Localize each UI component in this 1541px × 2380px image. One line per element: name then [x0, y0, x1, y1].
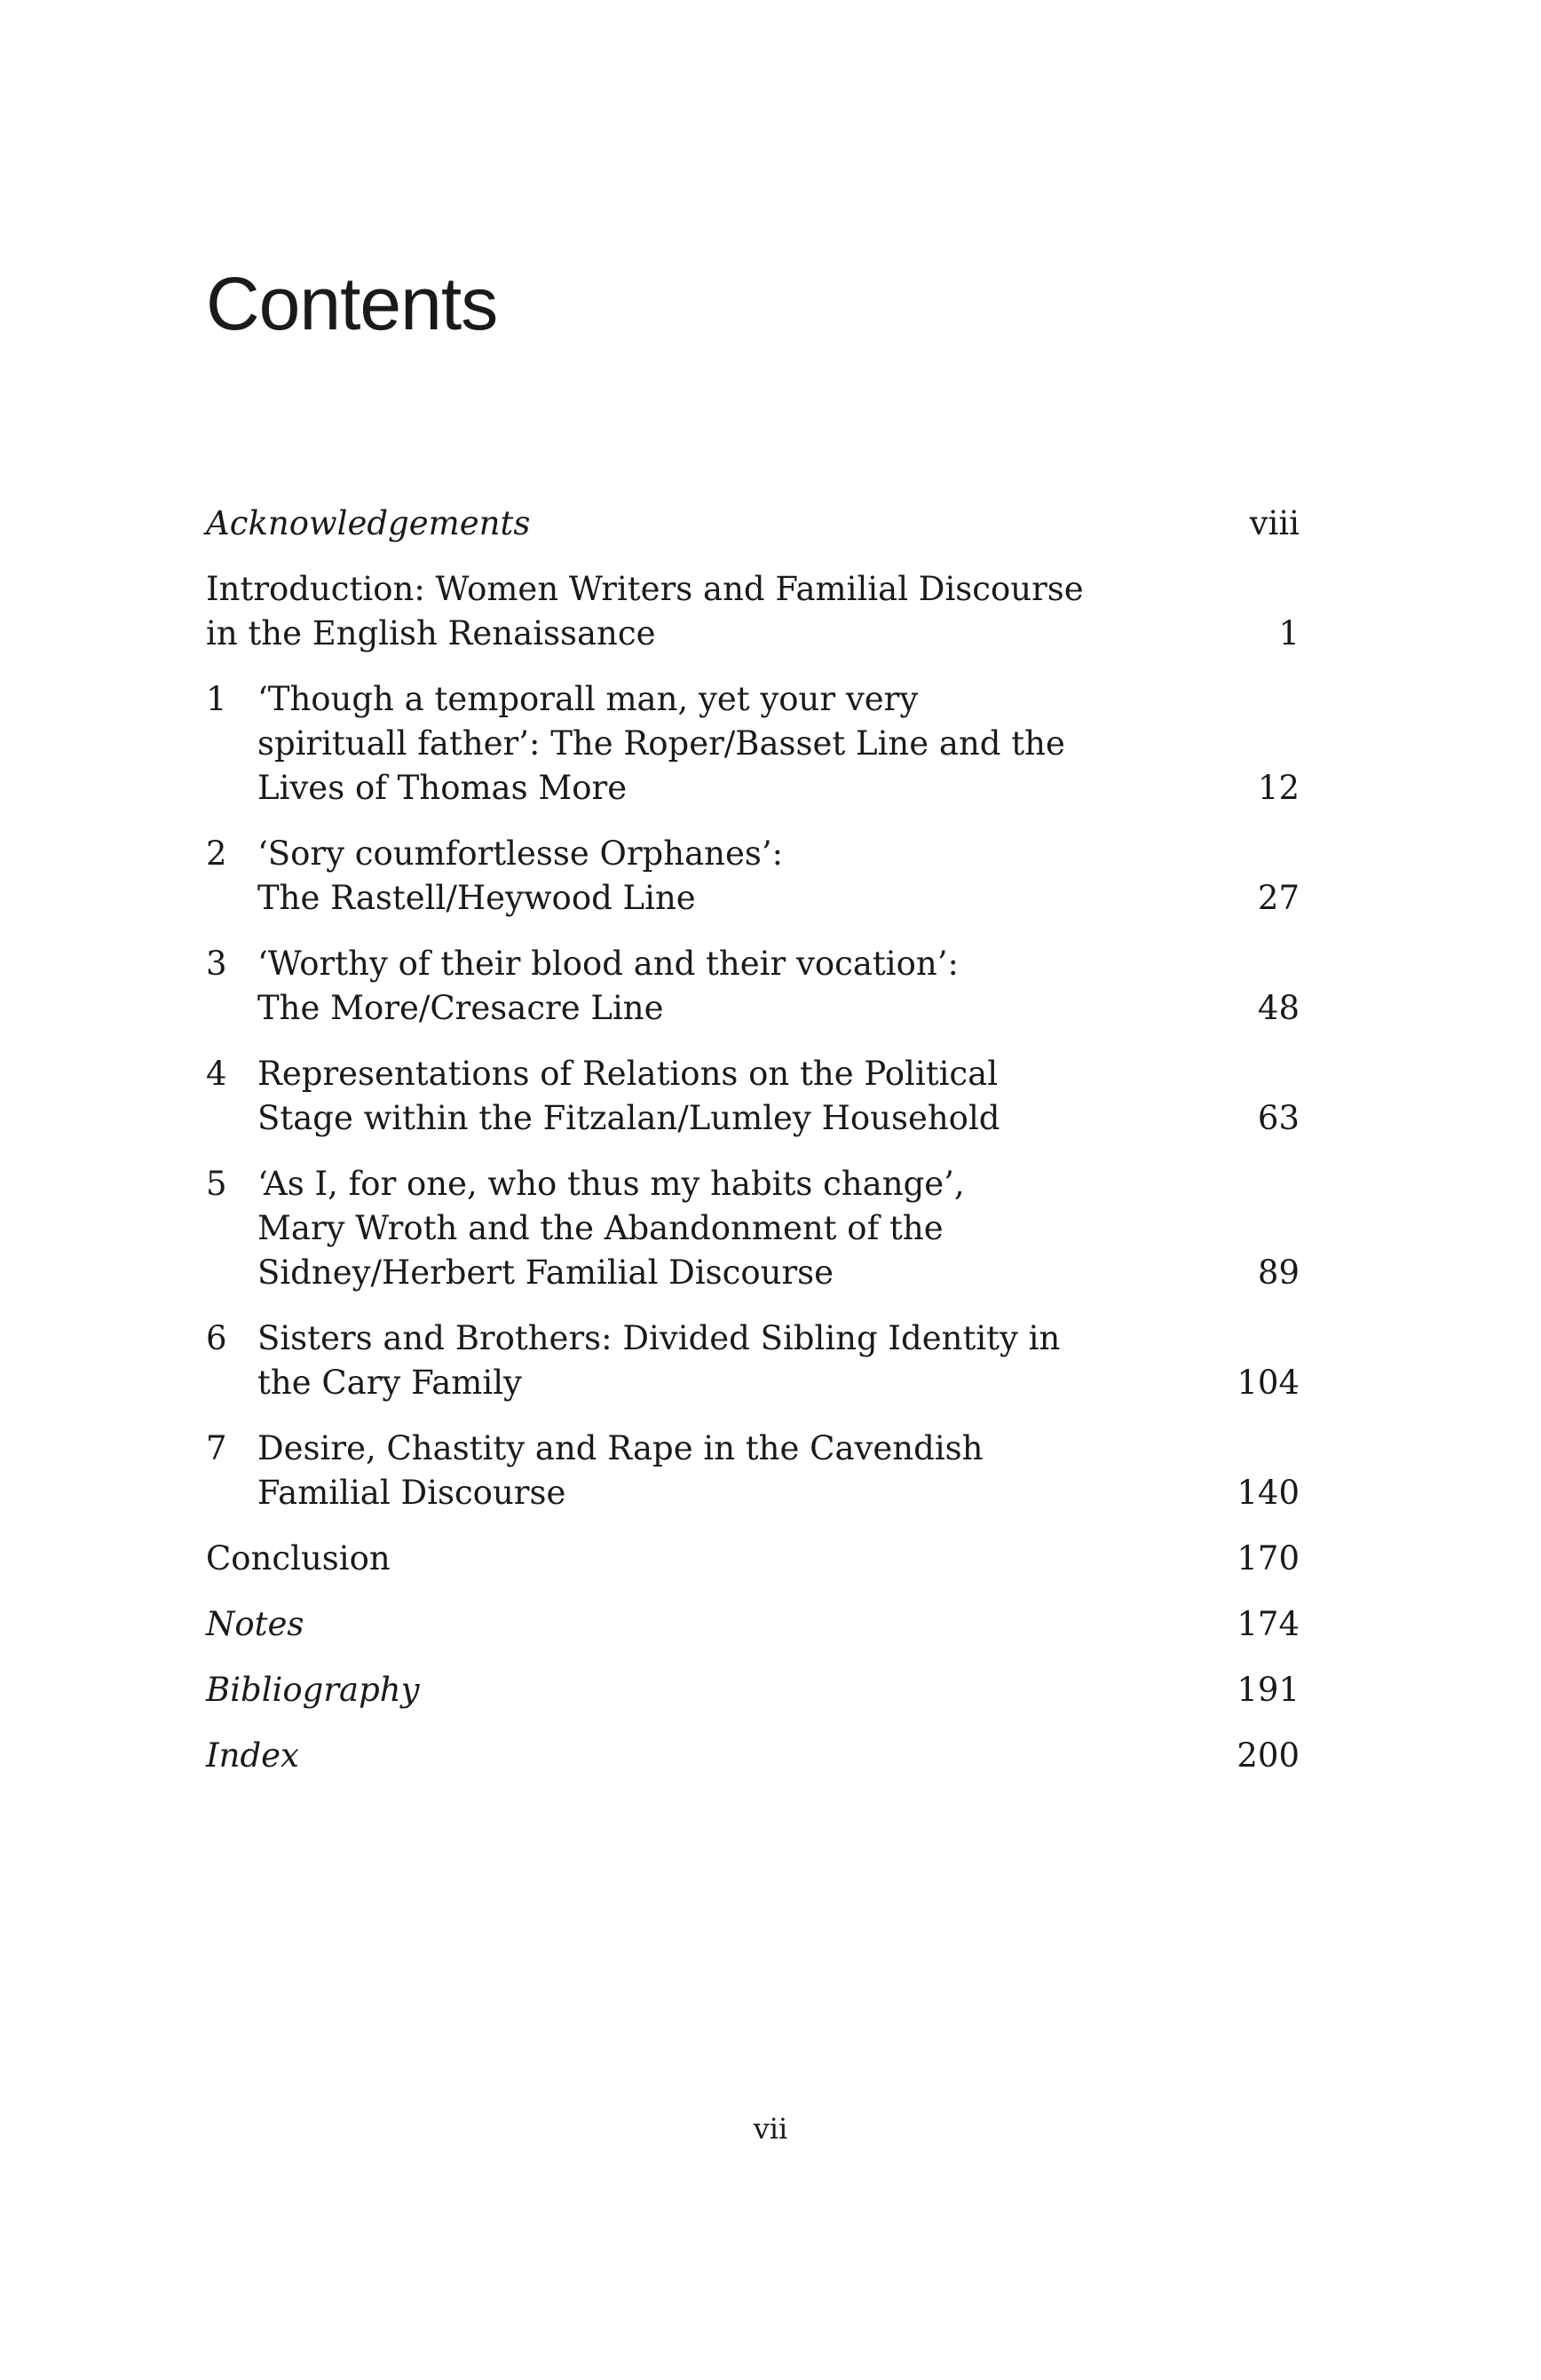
- toc-entry-number: 5: [206, 1165, 227, 1203]
- toc-entry-chapter-3: [206, 942, 1300, 1031]
- toc-entry-page: 12: [1257, 769, 1300, 807]
- toc-entry-page: 174: [1237, 1605, 1300, 1643]
- toc-entry-number: 3: [206, 945, 227, 983]
- toc-entry-page: 170: [1237, 1539, 1300, 1577]
- toc-entry-title: Sisters and Brothers: Divided Sibling Identity in the Cary Family: [257, 1319, 1061, 1402]
- toc-entry-title: Notes: [206, 1605, 304, 1643]
- toc-entry-title: ‘As I, for one, who thus my habits change’, Mary Wroth and the Abandonment of the Sidney/Herbert Familial Discourse: [257, 1165, 965, 1292]
- toc-entry-number: 4: [206, 1055, 227, 1093]
- toc-entry-bibliography: [206, 1668, 1300, 1712]
- toc-entry-title: Representations of Relations on the Political Stage within the Fitzalan/Lumley Household: [257, 1055, 1000, 1137]
- toc-entry-title: Acknowledgements: [206, 504, 531, 542]
- toc-entry-page: 89: [1257, 1253, 1300, 1292]
- toc-entry-number: 2: [206, 834, 227, 873]
- toc-entry-number: 6: [206, 1319, 227, 1357]
- toc-entry-page: 48: [1257, 989, 1300, 1027]
- toc-entry-introduction: [206, 567, 1300, 656]
- toc-entry-page: 140: [1237, 1474, 1300, 1512]
- toc-entry-page: 27: [1257, 879, 1300, 917]
- toc-entry-index: [206, 1734, 1300, 1778]
- page-number: vii: [753, 2112, 788, 2146]
- toc-entry-number: 1: [206, 680, 227, 718]
- toc-entry-chapter-1: [206, 677, 1300, 810]
- toc-entry-title: ‘Worthy of their blood and their vocation’: The More/Cresacre Line: [257, 945, 959, 1027]
- toc-entry-page: 63: [1257, 1099, 1300, 1137]
- toc-entry-chapter-4: [206, 1052, 1300, 1141]
- toc-entry-title: ‘Sory coumfortlesse Orphanes’: The Rastell/Heywood Line: [257, 834, 784, 917]
- toc-entry-title: Index: [206, 1736, 299, 1775]
- toc-entry-notes: [206, 1602, 1300, 1647]
- page-title: Contents: [206, 262, 498, 345]
- toc-entry-number: 7: [206, 1429, 227, 1467]
- toc-entry-page: 1: [1278, 614, 1300, 652]
- toc-entry-acknowledgements: [206, 502, 1300, 546]
- toc-entry-title: ‘Though a temporall man, yet your very spirituall father’: The Roper/Basset Line and the Lives of Thomas More: [257, 680, 1065, 807]
- table-of-contents: [206, 502, 1300, 1799]
- toc-entry-page: 200: [1237, 1736, 1300, 1775]
- toc-entry-chapter-7: [206, 1427, 1300, 1515]
- toc-entry-title: Bibliography: [206, 1671, 420, 1709]
- toc-entry-chapter-2: [206, 832, 1300, 921]
- toc-entry-page: 191: [1237, 1671, 1300, 1709]
- toc-entry-chapter-6: [206, 1317, 1300, 1405]
- toc-entry-chapter-5: [206, 1162, 1300, 1295]
- toc-entry-title: Conclusion: [206, 1539, 391, 1577]
- toc-entry-title: Introduction: Women Writers and Familial Discourse in the English Renaissance: [206, 570, 1084, 652]
- toc-entry-title: Desire, Chastity and Rape in the Cavendish Familial Discourse: [257, 1429, 984, 1512]
- toc-entry-page: 104: [1237, 1364, 1300, 1402]
- toc-entry-page: viii: [1249, 504, 1300, 542]
- toc-entry-conclusion: [206, 1537, 1300, 1581]
